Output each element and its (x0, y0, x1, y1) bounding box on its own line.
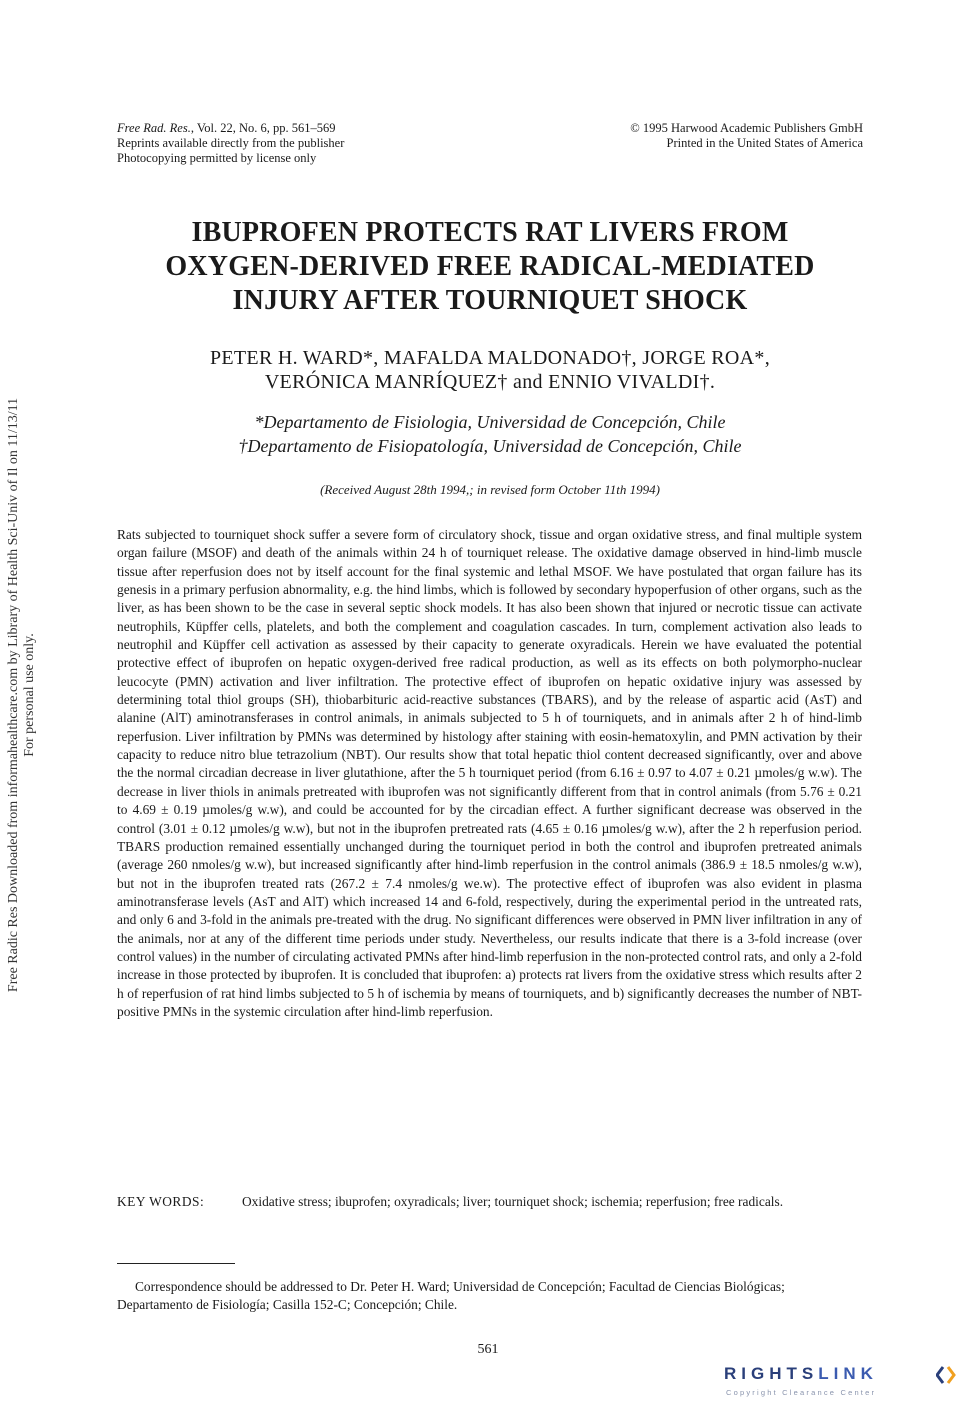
received-dates: (Received August 28th 1994,; in revised form October 11th 1994) (320, 482, 660, 497)
download-notice-line2: For personal use only. (22, 633, 37, 757)
abstract: Rats subjected to tourniquet shock suffer a severe form of circulatory shock, tissue and organ oxidative stress, and final multiple system organ failure (MSOF) and death of the animals within 24 h of tourniquet release. The oxidative damage observed in hind-limb muscle tissue after reperfusion does not by itself account for the final systemic and lethal MSOF. We have postulated that organ failure has its genesis in a primary perfusion abnormality, e.g. the hind limbs, which is followed by secondary hypoperfusion of other organs, such as the liver, as has been shown to be the case in several septic shock models. It has also been shown that injured or necrotic tissue can activate neutrophils, Küpffer cells, platelets, and both the complement and coagulation cascades. In turn, complement activation also leads to neutrophil and Küpffer cell activation as assessed by their capacity to generate oxyradicals. Herein we have evaluated the potential protective effect of ibuprofen on hepatic oxygen-derived free radical production, as well as its effects on both polymorpho-nuclear leucocyte (PMN) activation and liver infiltration. The protective effect of ibuprofen on hepatic oxidative injury was assessed by determining total thiol groups (SH), thiobarbituric acid-reactive substances (TBARS), and by the release of aspartic acid (AsT) and alanine (AlT) aminotransferases in control animals, in animals subjected to 5 h of tourniquets, and in animals after 2 h of hind-limb reperfusion. Liver infiltration by PMNs was determined by histology after staining with eosin-hematoxylin, and PMN activation by their capacity to reduce nitro blue tetrazolium (NBT). Our results show that total hepatic thiol content decreased significantly, over and above the the normal circadian decrease in liver glutathione, after the 5 h tourniquet period (from 6.16 ± 0.97 to 4.07 ± 0.21 µmoles/g w.w). The decrease in liver thiols in animals pretreated with ibuprofen was not significantly different from that in control animals (from 5.76 ± 0.21 to 4.69 ± 0.19 µmoles/g w.w), and could be accounted for by the circadian effect. A further significant decrease was observed in the control (3.01 ± 0.12 µmoles/g w.w), but not in the ibuprofen pretreated rats (4.65 ± 0.16 µmoles/g w.w), after the 2 h reperfusion period. TBARS production remained essentially unchanged during the tourniquet period in both the control and ibuprofen pretreated animals (average 260 nmoles/g w.w), but increased significantly after hind-limb reperfusion in the control animals (386.9 ± 18.5 nmoles/g w.w), but not in the ibuprofen treated rats (267.2 ± 7.4 nmoles/g we.w). The protective effect of ibuprofen was also evident in plasma aminotransferase levels (AsT and AlT) which increased 14 and 6-fold, respectively, during the experimental period in the untreated rats, and only 6 and 3-fold in the animals pre-treated with the drug. No significant differences were observed in PMN liver infiltration in any of the animals, nor at any of the different time periods under study. Nevertheless, our results indicate that there is a 3-fold increase (over control values) in the number of circulating activated PMNs after hind-limb reperfusion in the non-protected control rats, and only a 2-fold increase in those protected by ibuprofen. It is concluded that ibuprofen: a) protects rat livers from the oxidative stress which results after 2 h of reperfusion of rat hind limbs subjected to 5 h of ischemia by means of tourniquets, and b) significantly decreases the number of NBT-positive PMNs in the systemic circulation after hind-limb reperfusion. (117, 527, 862, 1019)
rightslink-part1: RIGHTS (724, 1364, 819, 1383)
reprints-note: Reprints available directly from the publisher (117, 136, 345, 150)
rightslink-part2: LINK (818, 1364, 878, 1383)
photocopying-note: Photocopying permitted by license only (117, 151, 317, 165)
journal-name: Free Rad. Res. (117, 121, 191, 135)
affiliations (100, 410, 880, 458)
footnote-divider (117, 1263, 235, 1264)
rightslink-arrows-icon (936, 1364, 956, 1386)
keywords (117, 1193, 862, 1211)
copyright-note: © 1995 Harwood Academic Publishers GmbH (630, 121, 863, 135)
authors-line-2: VERÓNICA MANRÍQUEZ† and ENNIO VIVALDI†. (264, 371, 716, 393)
title-line-2: OXYGEN-DERIVED FREE RADICAL-MEDIATED (165, 251, 815, 282)
paper-title (100, 216, 880, 318)
title-line-3: INJURY AFTER TOURNIQUET SHOCK (232, 285, 748, 316)
affiliation-1: *Departamento de Fisiologia, Universidad de Concepción, Chile (254, 412, 726, 432)
affiliation-2: †Departamento de Fisiopatología, Universidad de Concepción, Chile (238, 436, 742, 456)
rightslink-tagline: Copyright Clearance Center (726, 1388, 877, 1397)
rightslink-logo[interactable] (724, 1364, 960, 1404)
download-notice (0, 345, 45, 1045)
correspondence-footnote: Correspondence should be addressed to Dr. Peter H. Ward; Universidad de Concepción; Facultad de Ciencias Biológicas; Departamento de Fisiología; Casilla 152-C; Concepción; Chile. (117, 1279, 785, 1312)
page-number: 561 (477, 1342, 499, 1357)
keywords-label: KEY WORDS: (117, 1194, 205, 1209)
printed-note: Printed in the United States of America (666, 136, 863, 150)
authors-line-1: PETER H. WARD*, MAFALDA MALDONADO†, JORGE ROA*, (209, 347, 771, 369)
title-line-1: IBUPROFEN PROTECTS RAT LIVERS FROM (191, 217, 789, 248)
author-list (100, 346, 880, 394)
keywords-text: Oxidative stress; ibuprofen; oxyradicals; liver; tourniquet shock; ischemia; reperfusion; free radicals. (242, 1194, 784, 1209)
publisher-info (630, 121, 863, 151)
rightslink-wordmark (724, 1364, 878, 1384)
journal-info (117, 121, 344, 166)
download-notice-line1: Free Radic Res Downloaded from informahealthcare.com by Library of Health Sci-Univ of Il on 11/13/11 (6, 397, 21, 993)
journal-citation: , Vol. 22, No. 6, pp. 561–569 (190, 121, 336, 135)
